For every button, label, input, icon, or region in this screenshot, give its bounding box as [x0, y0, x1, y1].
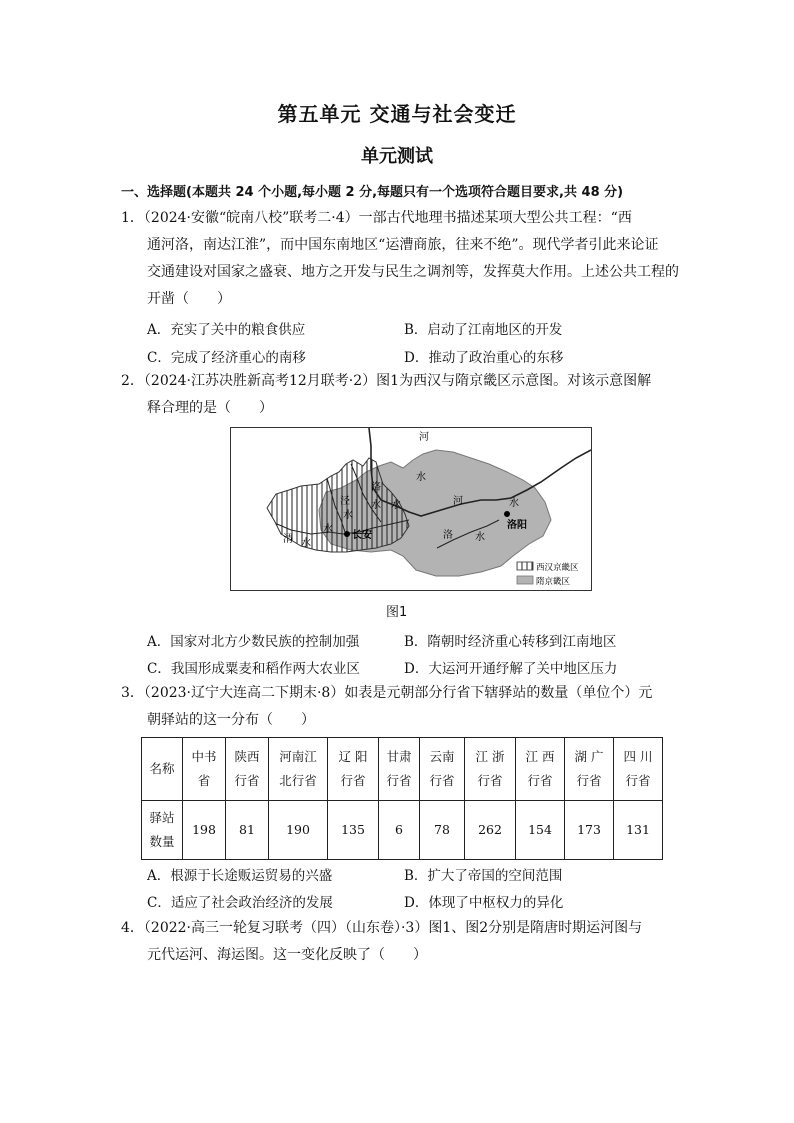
question-1-line-1: 1．（2024·安徽“皖南八校”联考二·4）一部古代地理书描述某项大型公共工程：“西 [121, 210, 632, 226]
label-he-2: 河 [453, 496, 463, 507]
figure-1-caption: 图1 [386, 605, 408, 620]
table-header-cell: 江 浙 行省 [465, 738, 516, 801]
table-header-cell: 四 川 行省 [614, 738, 663, 801]
question-3-option-b[interactable]: B．扩大了帝国的空间范围 [404, 868, 563, 884]
question-2-option-c[interactable]: C．我国形成粟麦和稻作两大农业区 [147, 661, 360, 677]
question-3-option-d[interactable]: D．体现了中枢权力的异化 [404, 895, 564, 911]
table-header-cell: 陕西 行省 [226, 738, 269, 801]
question-1-option-d[interactable]: D．推动了政治重心的东移 [404, 350, 564, 366]
question-2-option-d[interactable]: D．大运河开通纾解了关中地区压力 [404, 661, 618, 677]
table-cell: 81 [226, 801, 269, 860]
label-luo-2: 洛 [443, 530, 453, 541]
question-3-line-2: 朝驿站的这一分布（ ） [147, 712, 315, 728]
question-2-line-1: 2．（2024·江苏决胜新高考12月联考·2）图1为西汉与隋京畿区示意图。对该示意图解 [121, 373, 652, 389]
table-row-label: 驿站 数量 [142, 801, 183, 860]
label-jing: 泾 [340, 496, 350, 507]
page-title: 第五单元 交通与社会变迁 [277, 102, 517, 126]
label-shui-east: 水 [509, 498, 519, 509]
changan-dot [344, 531, 350, 537]
map-svg [231, 428, 591, 590]
label-wei: 渭 [283, 534, 293, 545]
label-changan: 长安 [352, 530, 372, 541]
question-4-line-2: 元代运河、海运图。这一变化反映了（ ） [147, 947, 427, 963]
luoyang-dot [504, 511, 510, 517]
label-shui-4: 水 [323, 524, 333, 535]
legend-xihan-swatch [517, 562, 533, 570]
legend-sui-label: 隋京畿区 [536, 577, 571, 587]
label-shui-1: 水 [343, 510, 353, 521]
label-shui-3: 水 [301, 538, 311, 549]
table-header-cell: 辽 阳 行省 [328, 738, 379, 801]
table-cell: 262 [465, 801, 516, 860]
question-2-option-b[interactable]: B．隋朝时经济重心转移到江南地区 [404, 634, 617, 650]
table-header-cell: 中书 省 [183, 738, 226, 801]
question-1-option-b[interactable]: B．启动了江南地区的开发 [404, 322, 563, 338]
question-1-line-4: 开凿（ ） [147, 291, 231, 307]
table-header-cell: 江 西 行省 [516, 738, 565, 801]
relay-station-table [141, 737, 663, 860]
table-cell: 78 [420, 801, 465, 860]
label-shui-2: 水 [371, 500, 381, 511]
table-header-cell: 湖 广 行省 [565, 738, 614, 801]
table-row [142, 801, 663, 860]
label-shui-north: 水 [416, 472, 426, 483]
question-1-line-3: 交通建设对国家之盛衰、地方之开发与民生之调剂等，发挥莫大作用。上述公共工程的 [147, 264, 679, 280]
table-cell: 198 [183, 801, 226, 860]
question-4-line-1: 4．（2022·高三一轮复习联考（四）（山东卷）·3）图1、图2分别是隋唐时期运河图与 [121, 920, 643, 936]
label-shui-6: 水 [475, 532, 485, 543]
question-1-option-a[interactable]: A．充实了关中的粮食供应 [147, 322, 306, 338]
question-2-line-2: 释合理的是（ ） [147, 400, 273, 416]
table-cell: 173 [565, 801, 614, 860]
table-header-cell: 甘肃 行省 [379, 738, 420, 801]
table-cell: 154 [516, 801, 565, 860]
question-3-option-c[interactable]: C．适应了社会政治经济的发展 [147, 895, 333, 911]
question-2-option-a[interactable]: A．国家对北方少数民族的控制加强 [147, 634, 360, 650]
label-he-1: 河 [419, 432, 429, 443]
label-luo-1: 洛 [371, 482, 381, 493]
question-3-line-1: 3．（2023·辽宁大连高二下期末·8）如表是元朝部分行省下辖驿站的数量（单位个）元 [121, 685, 653, 701]
label-luoyang: 洛阳 [507, 520, 527, 531]
table-header-label: 名称 [142, 738, 183, 801]
table-cell: 131 [614, 801, 663, 860]
table-cell: 135 [328, 801, 379, 860]
question-1-option-c[interactable]: C．完成了经济重心的南移 [147, 350, 306, 366]
table-cell: 6 [379, 801, 420, 860]
table-header-cell: 河南江 北行省 [269, 738, 328, 801]
question-1-line-2: 通河洛，南达江淮”，而中国东南地区“运漕商旅，往来不绝”。现代学者引此来论证 [147, 237, 659, 253]
table-header-row [142, 738, 663, 801]
legend-sui-swatch [517, 576, 533, 584]
table-cell: 190 [269, 801, 328, 860]
table-header-cell: 云南 行省 [420, 738, 465, 801]
legend-xihan-label: 西汉京畿区 [536, 563, 579, 573]
capital-region-map [230, 427, 592, 591]
label-shui-5: 水 [391, 500, 401, 511]
page-subtitle: 单元测试 [361, 146, 433, 167]
question-3-option-a[interactable]: A．根源于长途贩运贸易的兴盛 [147, 868, 333, 884]
section-heading: 一、选择题(本题共 24 个小题,每小题 2 分,每题只有一个选项符合题目要求,共 48 分) [121, 185, 624, 200]
